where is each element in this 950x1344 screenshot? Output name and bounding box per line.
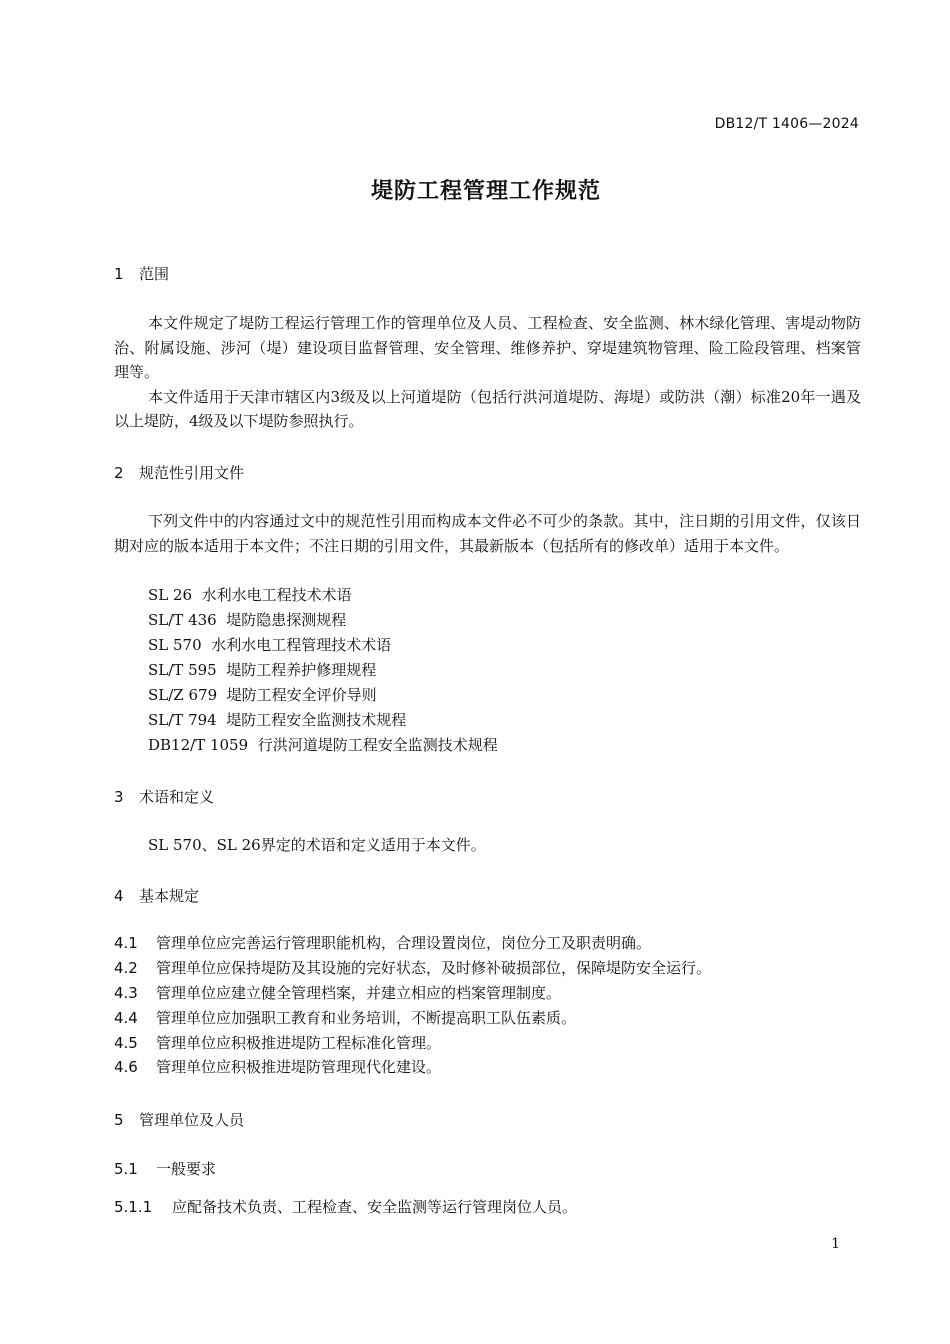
- reference-item: [148, 708, 498, 733]
- basic-provisions-list: [114, 931, 711, 1080]
- scope-paragraphs: [114, 311, 861, 434]
- reference-code: DB12/T 1059: [148, 736, 249, 754]
- reference-name: 堤防工程养护修理规程: [226, 661, 377, 679]
- section-number: 4: [114, 887, 124, 905]
- reference-code: SL/T 595: [148, 661, 217, 679]
- section-number: 5: [114, 1111, 124, 1129]
- reference-name: 堤防工程安全监测技术规程: [226, 711, 407, 729]
- reference-code: SL/Z 679: [148, 686, 218, 704]
- clause-text: 管理单位应积极推进堤防工程标准化管理。: [156, 1033, 442, 1052]
- clause-number: 4.6: [114, 1058, 138, 1077]
- reference-code: SL/T 436: [148, 611, 217, 629]
- clause-item: [114, 931, 711, 956]
- clause-number: 4.2: [114, 958, 138, 977]
- reference-name: 行洪河道堤防工程安全监测技术规程: [257, 736, 498, 754]
- section-heading-normative-references: [114, 462, 244, 483]
- reference-list: [148, 583, 498, 758]
- reference-name: 水利水电工程管理技术术语: [211, 636, 392, 654]
- clause-text: 管理单位应建立健全管理档案，并建立相应的档案管理制度。: [156, 983, 562, 1002]
- document-title: 堤防工程管理工作规范: [370, 179, 601, 204]
- reference-name: 堤防隐患探测规程: [226, 611, 347, 629]
- clause-text: 管理单位应积极推进堤防管理现代化建设。: [156, 1058, 442, 1077]
- reference-item: [148, 633, 498, 658]
- reference-item: [148, 683, 498, 708]
- clause-5-1-1: [114, 1196, 577, 1217]
- section-heading-basic-provisions: [114, 885, 199, 906]
- clause-number: 4.1: [114, 934, 138, 952]
- subsection-title: 一般要求: [156, 1160, 217, 1178]
- clause-text: 管理单位应加强职工教育和业务培训，不断提高职工队伍素质。: [156, 1008, 577, 1027]
- reference-item: [148, 658, 498, 683]
- section-title: 范围: [139, 265, 170, 283]
- subsection-heading-general-requirements: [114, 1158, 216, 1179]
- section-title: 术语和定义: [139, 788, 215, 806]
- reference-name: 水利水电工程技术术语: [201, 586, 352, 604]
- section-title: 管理单位及人员: [139, 1111, 245, 1129]
- clause-text: 管理单位应保持堤防及其设施的完好状态，及时修补破损部位，保障堤防安全运行。: [156, 958, 712, 977]
- terms-paragraph: SL 570、SL 26界定的术语和定义适用于本文件。: [148, 836, 486, 854]
- paragraph: 本文件适用于天津市辖区内3级及以上河道堤防（包括行洪河道堤防、海堤）或防洪（潮）标准20年一遇及以上堤防，4级及以下堤防参照执行。: [114, 387, 861, 430]
- section-title: 规范性引用文件: [139, 464, 245, 482]
- subsection-number: 5.1: [114, 1160, 138, 1178]
- reference-code: SL/T 794: [148, 711, 217, 729]
- section-heading-terms: [114, 786, 214, 807]
- clause-number: 4.3: [114, 983, 138, 1002]
- reference-code: SL 570: [148, 636, 202, 654]
- reference-item: [148, 733, 498, 758]
- clause-item: [114, 981, 711, 1006]
- reference-item: [148, 583, 498, 608]
- paragraph: 下列文件中的内容通过文中的规范性引用而构成本文件必不可少的条款。其中，注日期的引用文件，仅该日期对应的版本适用于本文件；不注日期的引用文件，其最新版本（包括所有的修改单）适用于本文件。: [114, 512, 861, 555]
- clause-item: [114, 1006, 711, 1031]
- reference-code: SL 26: [148, 586, 193, 604]
- clause-number: 5.1.1: [114, 1198, 153, 1216]
- page-number: 1: [831, 1236, 840, 1252]
- document-number: DB12/T 1406—2024: [714, 116, 859, 132]
- section-heading-scope: [114, 263, 169, 284]
- normative-intro: [114, 509, 861, 558]
- section-heading-management-personnel: [114, 1109, 244, 1130]
- section-number: 3: [114, 788, 124, 806]
- section-number: 1: [114, 265, 124, 283]
- clause-number: 4.5: [114, 1033, 138, 1052]
- clause-item: [114, 1055, 711, 1080]
- clause-item: [114, 1031, 711, 1056]
- section-title: 基本规定: [139, 887, 200, 905]
- clause-text: 应配备技术负责、工程检查、安全监测等运行管理岗位人员。: [172, 1198, 578, 1216]
- clause-item: [114, 956, 711, 981]
- section-number: 2: [114, 464, 124, 482]
- reference-name: 堤防工程安全评价导则: [226, 686, 377, 704]
- paragraph: 本文件规定了堤防工程运行管理工作的管理单位及人员、工程检查、安全监测、林木绿化管理、害堤动物防治、附属设施、涉河（堤）建设项目监督管理、安全管理、维修养护、穿堤建筑物管理、险工险段管理、档案管理等。: [114, 314, 861, 381]
- reference-item: [148, 608, 498, 633]
- clause-number: 4.4: [114, 1008, 138, 1027]
- clause-text: 管理单位应完善运行管理职能机构，合理设置岗位，岗位分工及职责明确。: [156, 934, 652, 952]
